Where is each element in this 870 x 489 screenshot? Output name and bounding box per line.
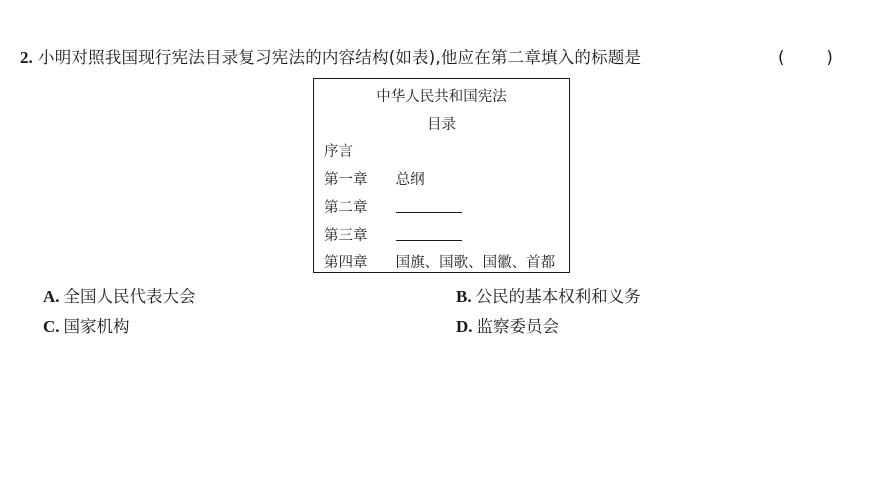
toc-row-chapter-4 xyxy=(324,253,555,273)
toc-chapter-label: 第二章 xyxy=(324,200,368,216)
option-a[interactable] xyxy=(43,286,196,308)
toc-subtitle: 目录 xyxy=(427,117,456,133)
toc-row-chapter-2 xyxy=(324,198,462,218)
question-text: 小明对照我国现行宪法目录复习宪法的内容结构(如表),他应在第二章填入的标题是 xyxy=(38,48,642,67)
option-letter: D. xyxy=(456,317,473,336)
toc-chapter-label: 第一章 xyxy=(324,172,368,188)
option-text: 全国人民代表大会 xyxy=(63,287,196,306)
question-number: 2. xyxy=(20,48,33,67)
toc-chapter-label: 序言 xyxy=(324,144,353,160)
toc-chapter-content: 总纲 xyxy=(395,172,425,188)
option-d[interactable] xyxy=(456,316,559,338)
toc-title: 中华人民共和国宪法 xyxy=(376,89,507,105)
option-text: 监察委员会 xyxy=(476,317,560,336)
toc-chapter-content: 国旗、国歌、国徽、首都 xyxy=(395,255,556,271)
option-text: 国家机构 xyxy=(63,317,130,336)
option-c[interactable] xyxy=(43,316,130,338)
question-stem xyxy=(20,47,641,69)
toc-row-chapter-3 xyxy=(324,226,462,246)
fill-in-blank xyxy=(396,226,462,241)
fill-in-blank xyxy=(396,198,462,213)
constitution-toc-table xyxy=(313,78,570,273)
option-letter: A. xyxy=(43,287,60,306)
toc-row-preamble xyxy=(324,142,391,162)
answer-parentheses: ( ) xyxy=(778,48,833,67)
option-b[interactable] xyxy=(456,286,641,308)
option-letter: C. xyxy=(43,317,60,336)
toc-chapter-label: 第三章 xyxy=(324,228,368,244)
option-letter: B. xyxy=(456,287,472,306)
toc-row-chapter-1 xyxy=(324,170,425,190)
toc-chapter-label: 第四章 xyxy=(324,255,368,271)
option-text: 公民的基本权利和义务 xyxy=(475,287,641,306)
